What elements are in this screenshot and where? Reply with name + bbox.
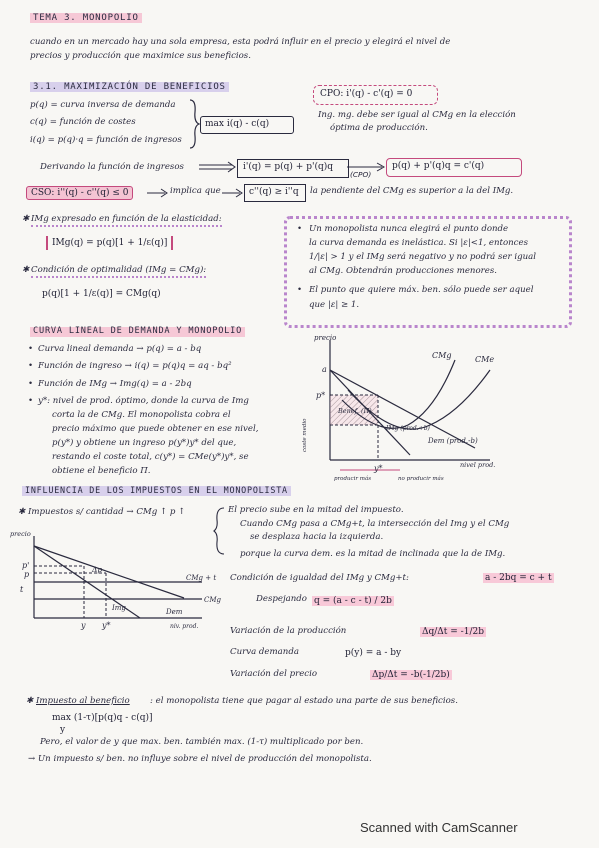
bullet-icon: • <box>297 285 303 295</box>
demand-line <box>34 546 184 598</box>
benef-pero: Pero, el valor de y que max. ben. también max. (1-τ) multiplicado por ben. <box>40 737 364 747</box>
tax-line: porque la curva dem. es la mitad de inclinada que la de IMg. <box>240 549 506 559</box>
def-demand: p(q) = curva inversa de demanda <box>30 100 176 110</box>
linear-item: Función de ingreso → i(q) = p(q)q = aq - bq² <box>38 361 232 371</box>
curva-dem-label: Curva demanda <box>230 647 299 657</box>
max-box <box>200 116 294 134</box>
graph2-pprime-label: p' <box>22 561 30 570</box>
star-icon: ✱ <box>26 696 34 706</box>
note-line: El punto que quiere máx. ben. sólo puede ser aquel <box>309 285 534 295</box>
max-expression: max i(q) - c(q) <box>205 119 270 129</box>
def-cost: c(q) = función de costes <box>30 117 136 127</box>
arrow-right-icon <box>221 187 245 199</box>
equality-box <box>386 158 522 177</box>
graph2-t-label: t <box>20 585 24 594</box>
graph2-cmg-label: CMg <box>204 596 222 604</box>
note-line: la curva demanda es inelástica. Si |ε|<1, entonces <box>309 238 528 248</box>
def-income: i(q) = p(q)·q = función de ingresos <box>30 135 182 145</box>
star-icon: ✱ <box>18 507 26 517</box>
var-prod-equation: Δq/Δt = -1/2b <box>422 627 484 637</box>
graph1-benef-label: Benef. (Π) <box>338 407 372 415</box>
graph1-precio-label: precio <box>314 334 337 342</box>
section-heading-impuestos: INFLUENCIA DE LOS IMPUESTOS EN EL MONOPOLISTA <box>22 486 291 496</box>
cso-inequality-box <box>244 184 306 202</box>
intro-line-2: precios y producción que maximice sus beneficios. <box>30 51 251 61</box>
cpo-tag: (CPO) <box>350 170 372 179</box>
optimality-heading: Condición de optimalidad (IMg = CMg): <box>31 266 206 278</box>
benef-max: max (1-τ)[p(q)q - c(q)] <box>52 713 153 723</box>
inelastic-note-box <box>284 216 572 328</box>
despejando-label: Despejando <box>256 594 307 604</box>
linear-item: Función de IMg → Img(q) = a - 2bq <box>38 379 192 389</box>
star-icon: ✱ <box>22 265 30 275</box>
graph2-img-label: Img <box>112 604 126 612</box>
linear-item: Curva lineal demanda → p(q) = a - bq <box>38 344 202 354</box>
topic-title: TEMA 3. MONOPOLIO <box>30 13 142 23</box>
graph1-a-label: a <box>322 365 327 374</box>
cond-equation: a - 2bq = c + t <box>485 573 552 583</box>
graph1-ystar-label: y* <box>374 464 383 473</box>
graph1-xlabel: nivel prod. <box>460 461 496 469</box>
graph1-pstar-label: p* <box>316 391 326 400</box>
graph2-dp-label: Δp <box>92 565 103 574</box>
star-icon: ✱ <box>22 214 30 224</box>
graph2-xlabel: niv. prod. <box>170 623 199 630</box>
brace-icon <box>188 98 200 150</box>
graph1-cmg-label: CMg <box>432 351 452 360</box>
cpo-equation: CPO: i'(q) - c'(q) = 0 <box>320 89 413 99</box>
iprime-equation: i'(q) = p(q) + p'(q)q <box>243 162 333 172</box>
graph1-costemedio-label: coste medio <box>302 418 308 452</box>
impuesto-cantidad: Impuestos s/ cantidad → CMg ↑ p ↑ <box>28 507 186 517</box>
graph2-ystar-label: y* <box>102 621 111 630</box>
derivando-label: Derivando la función de ingresos <box>40 162 184 172</box>
benef-title: Impuesto al beneficio <box>36 696 130 706</box>
graph1-cme-label: CMe <box>475 355 495 364</box>
benef-y: y <box>60 725 66 735</box>
cpo-note-2: óptima de producción. <box>330 123 428 133</box>
graph1-img-label: IMg (prod.+b) <box>386 425 430 432</box>
graph1-right-under: no producir más <box>398 476 444 482</box>
bullet-icon: • <box>28 396 34 406</box>
cso-equation: CSO: i''(q) - c''(q) ≤ 0 <box>26 186 133 200</box>
var-precio-equation: Δp/Δt = -b(-1/2b) <box>372 670 450 680</box>
benef-title-tail: : el monopolista tiene que pagar al estado una parte de sus beneficios. <box>150 696 458 706</box>
ystar-line: obtiene el beneficio Π. <box>52 466 151 476</box>
ystar-line: p(y*) y obtiene un ingreso p(y*)y* del que, <box>52 438 237 448</box>
iprime-box <box>237 159 349 178</box>
ystar-line: precio máximo que puede obtener en ese nivel, <box>52 424 259 434</box>
q-equation: q = (a - c - t) / 2b <box>314 596 392 606</box>
ystar-line: restando el coste total, c(y*) = CMe(y*)y*, se <box>52 452 249 462</box>
cond-label: Condición de igualdad del IMg y CMg+t: <box>230 573 409 583</box>
note-line: 1/|ε| > 1 y el IMg será negativo y no podrá ser igual <box>309 252 537 262</box>
img-elasticity-formula: IMg(q) = p(q)[1 + 1/ε(q)] <box>46 236 173 250</box>
bullet-icon: • <box>28 379 34 389</box>
ystar-line: corta la de CMg. El monopolista cobra el <box>52 410 231 420</box>
var-precio-label: Variación del precio <box>230 669 318 679</box>
optimality-formula: p(q)[1 + 1/ε(q)] = CMg(q) <box>42 289 161 299</box>
graph1-dem-label: Dem (prod.-b) <box>428 437 478 445</box>
intro-line-1: cuando en un mercado hay una sola empresa, esta podrá influir en el precio y elegirá el nivel de <box>30 37 451 47</box>
tax-line: Cuando CMg pasa a CMg+t, la intersección del Img y el CMg <box>240 519 510 529</box>
elasticity-heading: IMg expresado en función de la elasticidad: <box>31 215 222 227</box>
implica-label: implica que <box>170 186 221 196</box>
graph2-dem-label: Dem <box>166 608 183 616</box>
section-heading-maximizacion: 3.1. MAXIMIZACIÓN DE BENEFICIOS <box>30 82 229 92</box>
tax-graph <box>6 524 231 636</box>
note-line: que |ε| ≥ 1. <box>309 300 360 310</box>
var-prod-label: Variación de la producción <box>230 626 347 636</box>
cso-explanation: la pendiente del CMg es superior a la del IMg. <box>310 186 514 196</box>
cpo-box <box>313 85 438 105</box>
bullet-icon: • <box>297 224 303 234</box>
benef-conclusion: → Un impuesto s/ ben. no influye sobre el nivel de producción del monopolista. <box>28 754 372 764</box>
equality-equation: p(q) + p'(q)q = c'(q) <box>392 161 485 171</box>
monopoly-graph <box>300 330 575 490</box>
scanner-footer: Scanned with CamScanner <box>360 820 518 835</box>
arrow-right-icon <box>146 187 170 199</box>
note-line: al CMg. Obtendrán producciones menores. <box>309 266 497 276</box>
graph2-y-label: y <box>81 621 86 630</box>
cso-inequality: c''(q) ≥ i''q <box>249 187 299 197</box>
tax-line: se desplaza hacia la izquierda. <box>250 532 384 542</box>
bullet-icon: • <box>28 344 34 354</box>
note-line: Un monopolista nunca elegirá el punto donde <box>309 224 509 234</box>
cpo-note-1: Ing. mg. debe ser igual al CMg en la elección <box>318 110 516 120</box>
ystar-line: y*: nivel de prod. óptimo, donde la curva de Img <box>38 396 249 406</box>
bullet-icon: • <box>28 361 34 371</box>
graph2-precio-label: precio <box>10 530 31 538</box>
curva-dem-equation: p(y) = a - by <box>345 648 402 658</box>
arrow-right-icon <box>198 160 238 176</box>
graph1-left-under: producir más <box>334 476 372 482</box>
graph2-cmgt-label: CMg + t <box>186 574 217 582</box>
section-heading-curva-lineal: CURVA LINEAL DE DEMANDA Y MONOPOLIO <box>30 327 245 337</box>
tax-line: El precio sube en la mitad del impuesto. <box>228 505 404 515</box>
graph2-p-label: p <box>24 570 30 579</box>
